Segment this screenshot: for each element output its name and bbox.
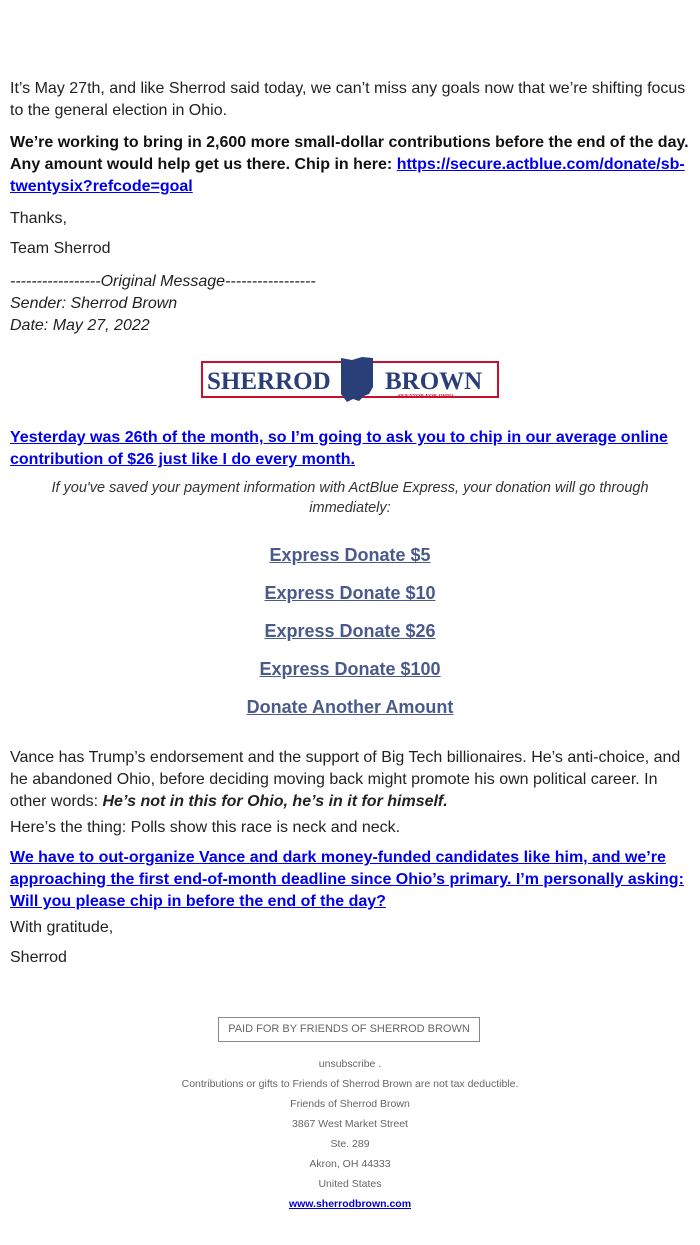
- polls-paragraph: Here’s the thing: Polls show this race is neck and neck.: [10, 819, 401, 836]
- original-message-header: -----------------Original Message-----------------: [10, 273, 316, 290]
- logo-right-text: BROWN: [385, 368, 483, 395]
- vance-paragraph: [10, 747, 692, 813]
- intro-paragraph: It’s May 27th, and like Sherrod said today, we can’t miss any goals now that we’re shifting focus to the general election in Ohio.: [10, 80, 686, 119]
- website-link[interactable]: www.sherrodbrown.com: [288, 1198, 412, 1210]
- footer-suite: Ste. 289: [330, 1138, 370, 1150]
- gratitude-text: With gratitude,: [10, 919, 114, 936]
- headline-paragraph: [10, 427, 692, 471]
- footer-city: Akron, OH 44333: [309, 1158, 391, 1170]
- original-date: Date: May 27, 2022: [10, 317, 150, 334]
- footer-street: 3867 West Market Street: [292, 1118, 408, 1130]
- team-signoff: Team Sherrod: [10, 240, 111, 257]
- express-donate-100-button[interactable]: Express Donate $100: [259, 659, 441, 679]
- express-note: If you've saved your payment information with ActBlue Express, your donation will go through immediately:: [51, 480, 649, 516]
- unsubscribe-line: [0, 1057, 700, 1071]
- signature-text: Sherrod: [10, 949, 67, 966]
- closing-paragraph: [10, 847, 692, 913]
- vance-text: Vance has Trump’s endorsement and the support of Big Tech billionaires. He’s anti-choice, and he abandoned Ohio, before deciding moving back might promote his own political career. In other words:: [10, 749, 681, 810]
- tax-note: Contributions or gifts to Friends of Sherrod Brown are not tax deductible.: [181, 1078, 519, 1090]
- sherrod-brown-logo: [201, 356, 499, 406]
- footer-org: Friends of Sherrod Brown: [290, 1098, 410, 1110]
- logo-subtitle: SENATOR FOR OHIO: [398, 393, 454, 400]
- express-donate-5-button[interactable]: Express Donate $5: [269, 545, 431, 565]
- paid-for-disclaimer: PAID FOR BY FRIENDS OF SHERROD BROWN: [218, 1017, 480, 1042]
- express-donate-10-button[interactable]: Express Donate $10: [264, 583, 436, 603]
- thanks-text: Thanks,: [10, 210, 67, 227]
- donate-url-link[interactable]: https://secure.actblue.com/donate/sb-twentysix?refcode=goal: [10, 156, 685, 195]
- unsubscribe-suffix: .: [375, 1058, 382, 1070]
- ask-bold-text: We’re working to bring in 2,600 more small-dollar contributions before the end of the day. Any amount would help get us there. Chip in here:: [10, 134, 689, 173]
- headline-link[interactable]: Yesterday was 26th of the month, so I’m going to ask you to chip in our average online contribution of $26 just like I do every month.: [10, 429, 668, 468]
- vance-emphasis: He’s not in this for Ohio, he’s in it for himself.: [102, 793, 448, 810]
- logo-left-text: SHERROD: [207, 368, 331, 395]
- ask-paragraph: [10, 132, 692, 198]
- donate-another-amount-button[interactable]: Donate Another Amount: [246, 697, 454, 717]
- express-donate-26-button[interactable]: Express Donate $26: [264, 621, 436, 641]
- unsubscribe-link[interactable]: unsubscribe: [318, 1058, 376, 1070]
- original-sender: Sender: Sherrod Brown: [10, 295, 178, 312]
- closing-ask-link[interactable]: We have to out-organize Vance and dark money-funded candidates like him, and we’re approaching the first end-of-month deadline since Ohio’s primary. I’m personally asking: Will you please chip in before the end of the day?: [10, 849, 684, 910]
- footer-country: United States: [318, 1178, 382, 1190]
- footer-website-line: [0, 1197, 700, 1211]
